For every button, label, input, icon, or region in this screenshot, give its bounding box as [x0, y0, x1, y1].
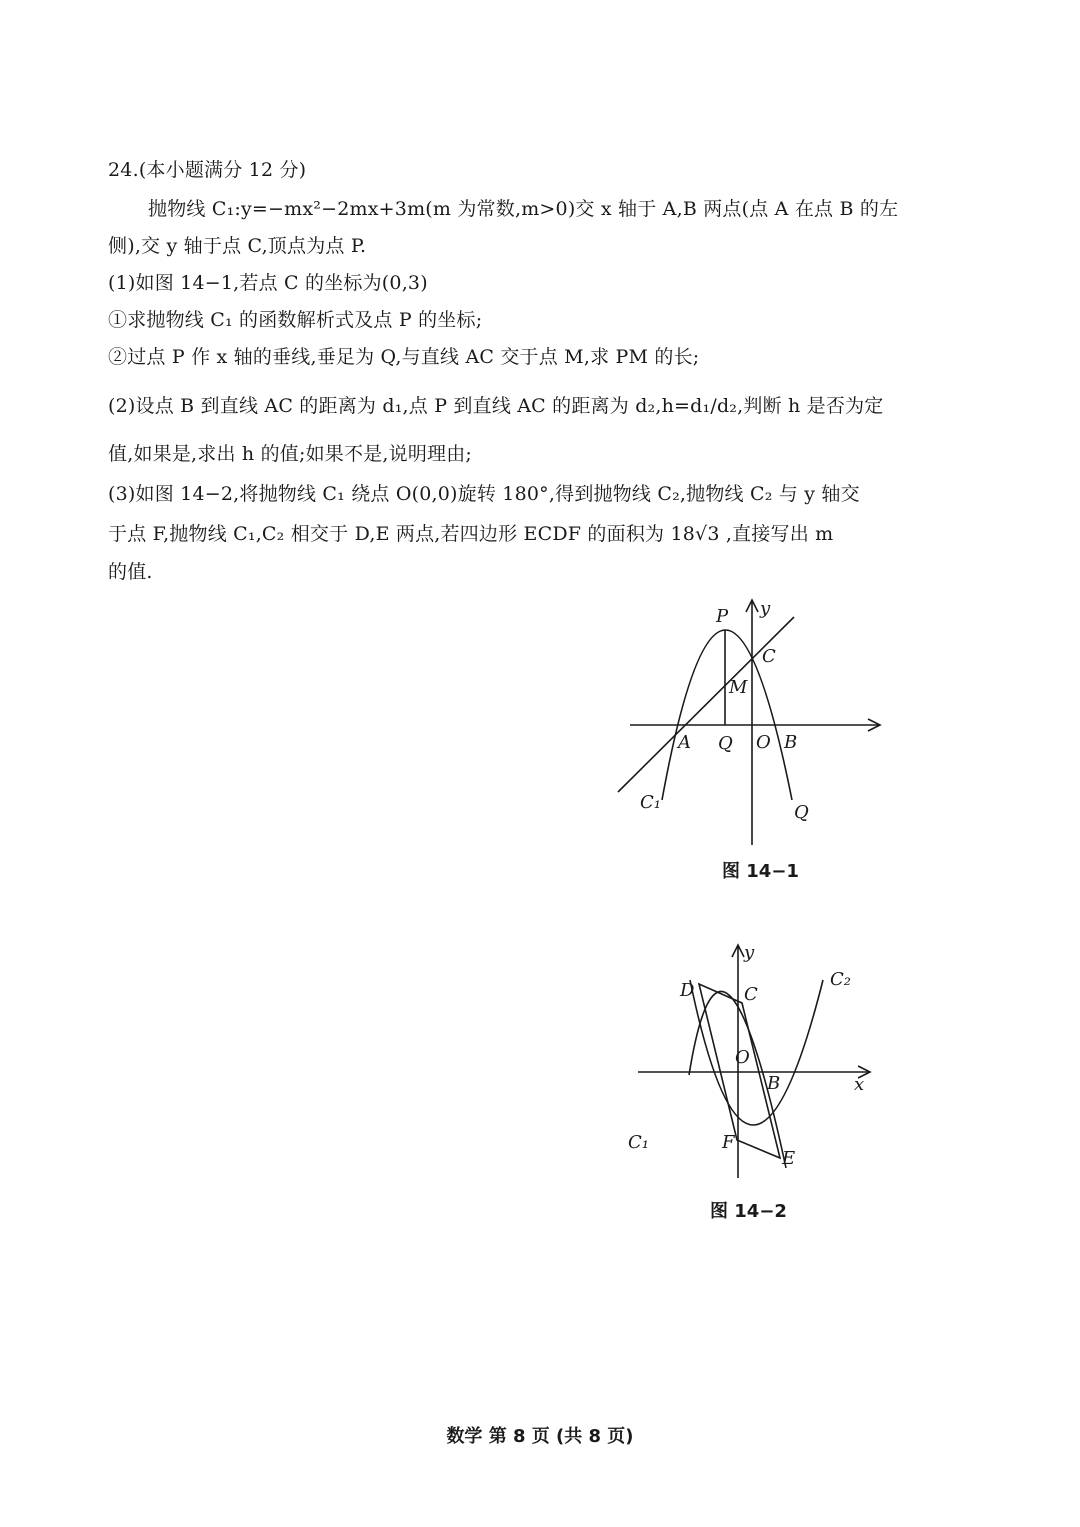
label-y: y [760, 598, 771, 619]
label-C1: C₁ [628, 1132, 649, 1153]
question-stem-line1: 抛物线 C₁:y=−mx²−2mx+3m(m 为常数,m>0)交 x 轴于 A,B 两点(点 A 在点 B 的左 [148, 198, 899, 220]
label-B: B [767, 1073, 781, 1094]
question-header: 24.(本小题满分 12 分) [108, 159, 307, 181]
figure1-caption: 图 14−1 [722, 861, 799, 882]
label-B: B [784, 732, 798, 753]
part1-sub2-text: ②过点 P 作 x 轴的垂线,垂足为 Q,与直线 AC 交于点 M,求 PM 的长; [108, 346, 700, 368]
part3-line1: (3)如图 14−2,将抛物线 C₁ 绕点 O(0,0)旋转 180°,得到抛物线 C₂,抛物线 C₂ 与 y 轴交 [108, 483, 860, 505]
label-A: A [678, 732, 691, 753]
part2-line1: (2)设点 B 到直线 AC 的距离为 d₁,点 P 到直线 AC 的距离为 d₂,h=d₁/d₂,判断 h 是否为定 [108, 395, 884, 417]
label-Q: Q [718, 733, 733, 754]
page-footer: 数学 第 8 页 (共 8 页) [446, 1426, 634, 1447]
label-P: P [716, 606, 729, 627]
figure2-caption: 图 14−2 [710, 1201, 787, 1222]
label-D: D [680, 980, 695, 1001]
part2-line2: 值,如果是,求出 h 的值;如果不是,说明理由; [108, 443, 473, 465]
label-C: C [762, 646, 776, 667]
label-y: y [744, 942, 755, 963]
label-x: x [854, 1074, 865, 1095]
question-stem-line2: 侧),交 y 轴于点 C,顶点为点 P. [108, 235, 367, 257]
label-C: C [744, 984, 758, 1005]
label-F: F [722, 1132, 735, 1153]
label-O: O [756, 732, 771, 753]
label-E: E [782, 1148, 796, 1169]
part1-text: (1)如图 14−1,若点 C 的坐标为(0,3) [108, 272, 428, 294]
label-O: O [735, 1047, 750, 1068]
label-C1: C₁ [640, 792, 661, 813]
line-ac [618, 617, 794, 792]
figure-14-2 [600, 935, 900, 1180]
label-C2: C₂ [830, 969, 851, 990]
part3-line2: 于点 F,抛物线 C₁,C₂ 相交于 D,E 两点,若四边形 ECDF 的面积为 18√3 ,直接写出 m [108, 523, 834, 545]
label-M: M [729, 677, 748, 698]
figure-14-1 [600, 590, 900, 860]
part1-sub1-text: ①求抛物线 C₁ 的函数解析式及点 P 的坐标; [108, 309, 483, 331]
label-Q2: Q [794, 802, 809, 823]
part3-line3: 的值. [108, 561, 153, 583]
